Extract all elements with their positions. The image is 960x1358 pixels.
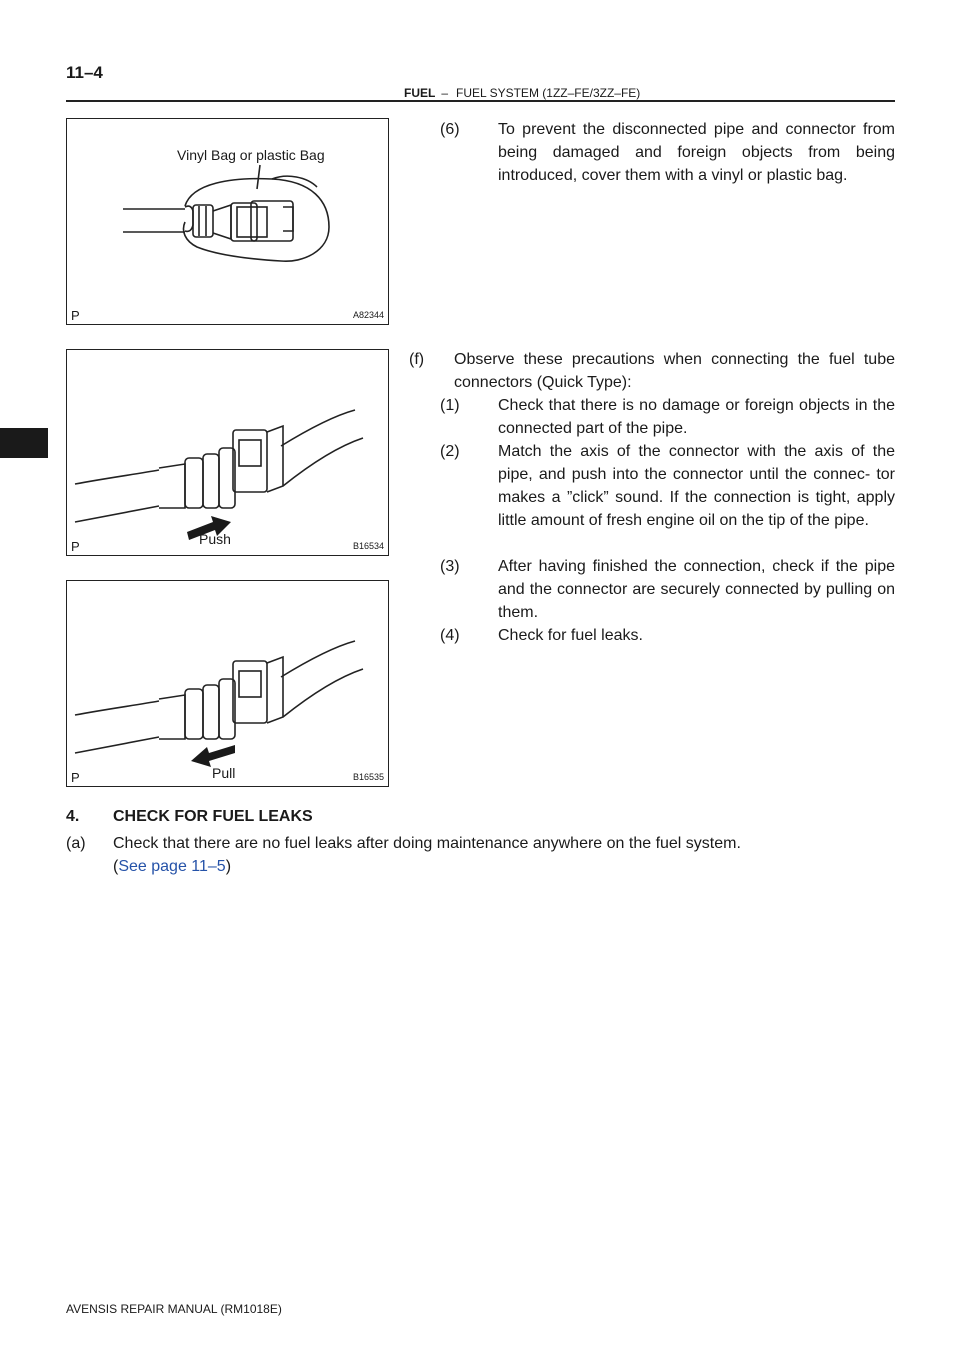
substep-1 [440,394,895,440]
page-reference [113,855,895,878]
step-text: Check for fuel leaks. [498,627,643,644]
step-number: (2) [440,443,460,460]
figure-id: B16534 [352,541,384,551]
section-number: 4. [66,808,80,825]
section-title: CHECK FOR FUEL LEAKS [113,808,313,825]
step-6 [440,118,895,187]
pull-connector-illustration [67,581,390,788]
header-separator: – [441,86,449,100]
footer-text: AVENSIS REPAIR MANUAL (RM1018E) [66,1302,282,1316]
callout-pull: Pull [212,765,236,781]
step-text: After having finished the connection, check if the pipe and the connector are securely connected by pulling on them. [498,558,895,621]
step-text: To prevent the disconnected pipe and connector from being damaged and foreign objects from being introduced, cover them with a vinyl or plastic bag. [498,121,895,184]
step-f [409,348,895,394]
push-connector-illustration [67,350,390,557]
step-number: (6) [440,121,460,138]
figure-id: B16535 [352,772,384,782]
ref-close: ) [225,858,232,875]
ref-open: ( [113,858,119,875]
step-number: (4) [440,627,460,644]
substep-3 [440,555,895,624]
callout-vinyl-bag: Vinyl Bag or plastic Bag [177,147,325,163]
step-number: (a) [66,835,86,852]
step-number: (3) [440,558,460,575]
step-text: Check that there is no damage or foreign objects in the connected part of the pipe. [498,397,895,437]
figure-mark: P [71,308,80,323]
figure-push [66,349,389,556]
step-number: (1) [440,397,460,414]
page-number: 11–4 [66,63,103,82]
figure-mark: P [71,770,80,785]
substep-2 [440,440,895,532]
step-number: (f) [409,351,425,368]
figure-vinyl-bag [66,118,389,325]
step-text: Observe these precautions when connecting the fuel tube connectors (Quick Type): [454,351,895,391]
running-header [404,86,640,100]
header-section: FUEL [404,86,436,100]
substep-4 [440,624,895,647]
callout-push: Push [199,531,231,547]
chapter-tab-marker [0,428,48,458]
step-text: Match the axis of the connector with the axis of the pipe, and push into the connector until the connec- tor makes a ”click” sound. If the connection is tight, apply little amount of fresh engine oil on the tip of the pipe. [498,443,895,529]
pull-arrow-icon [191,745,235,767]
step-a [66,832,895,878]
header-rule [66,100,895,102]
figure-id: A82344 [352,310,384,320]
step-text: Check that there are no fuel leaks after doing maintenance anywhere on the fuel system. [113,835,741,852]
see-page-link[interactable]: See page 11–5 [118,858,226,875]
figure-mark: P [71,539,80,554]
header-subtitle: FUEL SYSTEM (1ZZ–FE/3ZZ–FE) [456,86,641,100]
figure-pull [66,580,389,787]
